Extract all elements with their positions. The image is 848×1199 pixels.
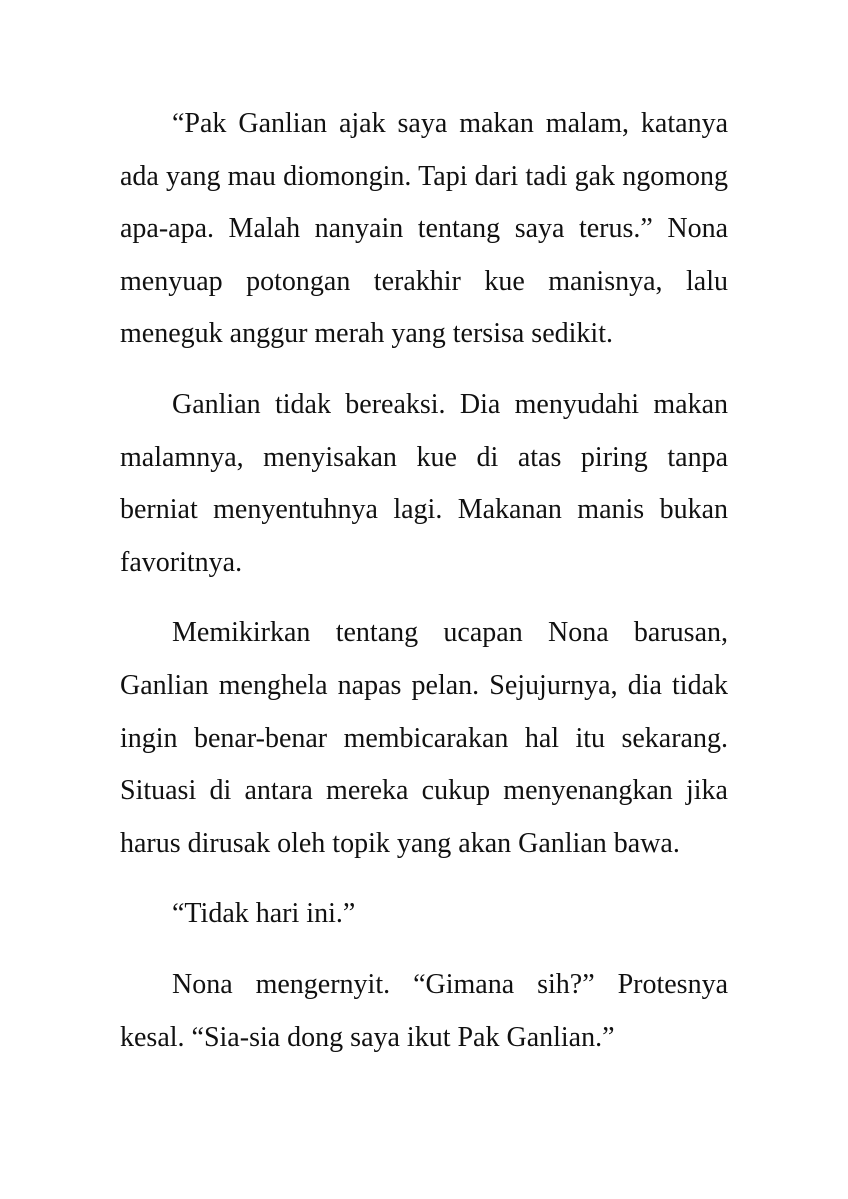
paragraph-5: Nona mengernyit. “Gimana sih?” Protesnya kesal. “Sia-sia dong saya ikut Pak Ganlian.”	[120, 968, 728, 1053]
paragraph-3: Memikirkan tentang ucapan Nona barusan, Ganlian menghela napas pelan. Sejujurnya, dia tidak ingin benar-benar membicarakan hal itu sekarang. Situasi di antara mereka cukup menyenangkan jika harus dirusak oleh topik yang akan Ganlian bawa.	[120, 617, 728, 859]
paragraph-4: “Tidak hari ini.”	[172, 898, 356, 930]
paragraph-1: “Pak Ganlian ajak saya makan malam, katanya ada yang mau diomongin. Tapi dari tadi gak ngomong apa-apa. Malah nanyain tentang saya terus.” Nona menyuap potongan terakhir kue manisnya, lalu meneguk anggur merah yang tersisa sedikit.	[120, 108, 728, 350]
paragraph-2: Ganlian tidak bereaksi. Dia menyudahi makan malamnya, menyisakan kue di atas piring tanpa berniat menyentuhnya lagi. Makanan manis bukan favoritnya.	[120, 388, 728, 578]
document-page	[120, 98, 728, 1082]
